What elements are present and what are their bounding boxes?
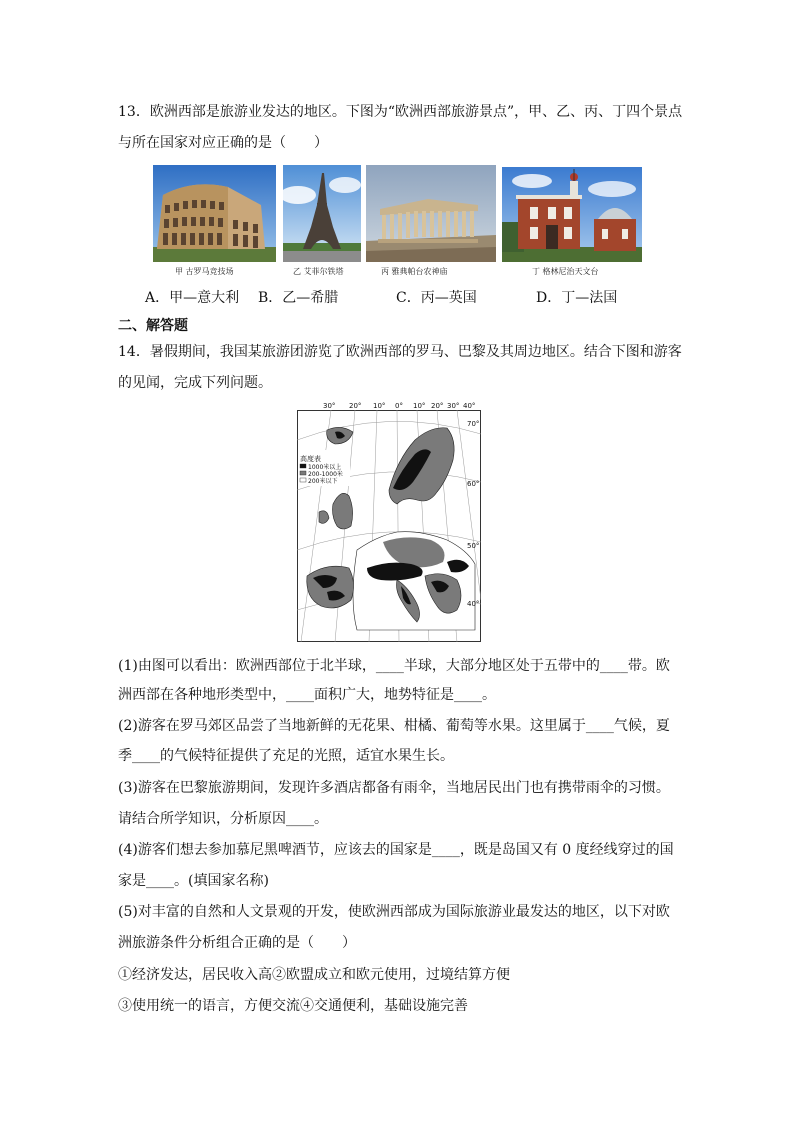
option-d: D．丁—法国: [536, 290, 618, 306]
option-b: B．乙—希腊: [258, 290, 339, 306]
legend-title: 高度表: [300, 455, 321, 463]
q13-stem-line1: 13．欧洲西部是旅游业发达的地区。下图为“欧洲西部旅游景点”，甲、乙、丙、丁四个景点: [118, 104, 683, 120]
option-a: A．甲—意大利: [145, 290, 240, 306]
lon-label: 20°: [349, 402, 362, 410]
q14-p2-line1: (2)游客在罗马郊区品尝了当地新鲜的无花果、柑橘、葡萄等水果。这里属于____气候，夏: [118, 718, 670, 734]
eiffel-tower-caption: 乙 艾菲尔铁塔: [293, 267, 344, 276]
legend-item-high: 1000米以上: [308, 464, 342, 471]
q14-p4-line2: 家是____。(填国家名称): [118, 873, 269, 889]
lat-label: 50°: [467, 542, 480, 550]
greenwich-caption: 丁 格林尼治天文台: [532, 267, 599, 276]
q14-p1-line1: (1)由图可以看出：欧洲西部位于北半球，____半球，大部分地区处于五带中的____带。欧: [118, 658, 670, 674]
parthenon-caption: 丙 雅典帕台农神庙: [381, 267, 448, 276]
lon-label: 10°: [413, 402, 426, 410]
q14-stem-line2: 的见闻，完成下列问题。: [118, 375, 272, 391]
q14-p5-choices-2: ③使用统一的语言，方便交流④交通便利，基础设施完善: [118, 998, 468, 1014]
lat-label: 40°: [467, 600, 480, 608]
lon-label: 20°: [431, 402, 444, 410]
q14-p2-line2: 季____的气候特征提供了充足的光照，适宜水果生长。: [118, 748, 454, 764]
q14-p3-line2: 请结合所学知识，分析原因____。: [118, 811, 328, 827]
lon-label: 10°: [373, 402, 386, 410]
lon-label: 0°: [395, 402, 403, 410]
greenwich-observatory-photo: [502, 167, 642, 262]
q14-stem-line1: 14．暑假期间，我国某旅游团游览了欧洲西部的罗马、巴黎及其周边地区。结合下图和游客: [118, 344, 682, 360]
legend-item-low: 200米以下: [308, 478, 338, 485]
q14-p1-line2: 洲西部在各种地形类型中，____面积广大，地势特征是____。: [118, 687, 496, 703]
colosseum-caption: 甲 古罗马竞技场: [175, 267, 234, 276]
q14-p5-line2: 洲旅游条件分析组合正确的是（ ）: [118, 935, 356, 951]
q14-p5-line1: (5)对丰富的自然和人文景观的开发，使欧洲西部成为国际旅游业最发达的地区，以下对欧: [118, 904, 670, 920]
legend-item-mid: 200-1000米: [308, 471, 343, 478]
q14-p4-line1: (4)游客们想去参加慕尼黑啤酒节，应该去的国家是____，既是岛国又有 0 度经线穿过的国: [118, 842, 674, 858]
lon-label: 30°: [323, 402, 336, 410]
europe-elevation-map: [297, 400, 481, 642]
section-title: 二、解答题: [118, 318, 188, 334]
colosseum-photo: [153, 165, 276, 262]
lon-label: 40°: [463, 402, 476, 410]
lat-label: 70°: [467, 420, 480, 428]
q14-p5-choices-1: ①经济发达，居民收入高②欧盟成立和欧元使用，过境结算方便: [118, 967, 510, 983]
lat-label: 60°: [467, 480, 480, 488]
parthenon-photo: [366, 165, 496, 262]
lon-label: 30°: [447, 402, 460, 410]
eiffel-tower-photo: [283, 165, 361, 262]
q14-p3-line1: (3)游客在巴黎旅游期间，发现许多酒店都备有雨伞，当地居民出门也有携带雨伞的习惯。: [118, 780, 670, 796]
q13-stem-line2: 与所在国家对应正确的是（ ）: [118, 135, 328, 151]
option-c: C．丙—英国: [396, 290, 477, 306]
